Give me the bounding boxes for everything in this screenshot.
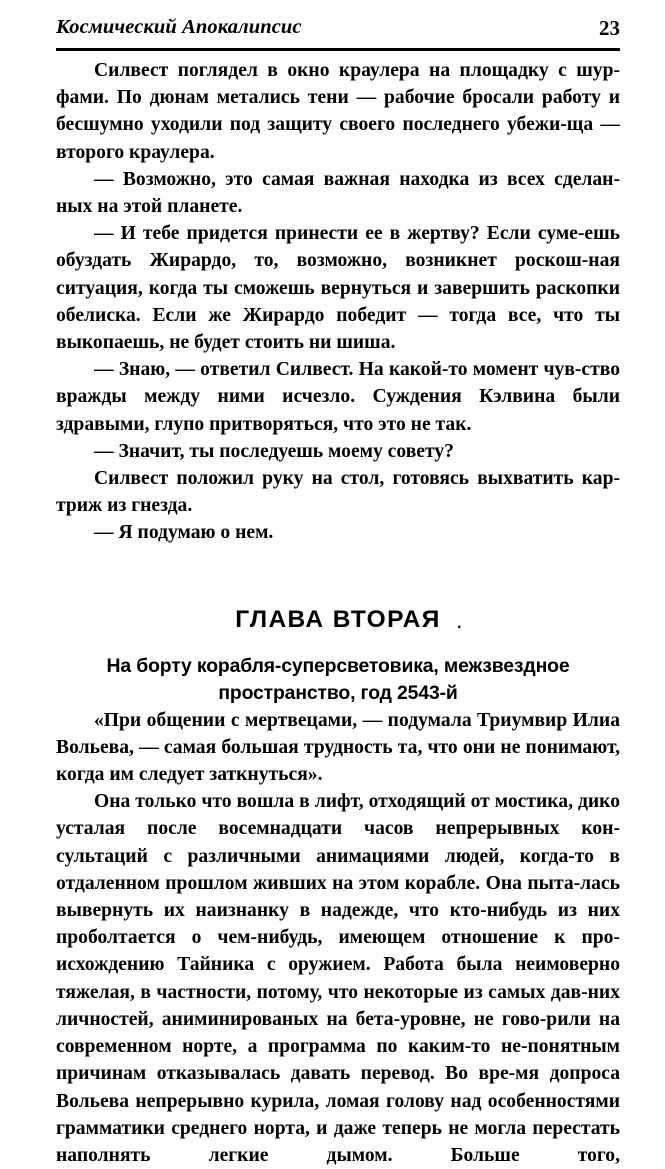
paragraph: Она только что вошла в лифт, отходящий от мостика, дико усталая после восемнадцати часов непрерывных кон-сультаций с различными анимациями людей, когда-то в отдаленном прошлом живших на этом корабле. Она пыта-лась вывернуть их наизнанку в надежде, что кто-нибудь из них проболтается о чем-нибудь, имеющем отношение к про-исхождению Тайника с оружием. Работа была неимоверно тяжелая, в частности, потому, что некоторые из самых дав-них личностей, аниминированых на бета-уровне, не гово-рили на современном норте, а программа по каким-то не-понятным причинам отказывалась давать перевод. Во вре-мя допроса Вольева непрерывно курила, ломая голову над особенностями грамматики среднего норта, и даже теперь не могла перестать наполнять легкие дымом. Больше того,	[56, 791, 620, 1166]
paragraph: — Возможно, это самая важная находка из всех сделан-ных на этой планете.	[56, 168, 620, 218]
text-column	[56, 57, 620, 1169]
chapter-title	[235, 605, 463, 634]
paragraph: Силвест поглядел в окно краулера на площадку с шур-фами. По дюнам метались тени — рабочие бросали работу и бесшумно уходили под защиту своего последнего убежи-ща — второго краулера.	[56, 60, 620, 163]
paragraph: — И тебе придется принести ее в жертву? Если суме-ешь обуздать Жирардо, то, возможно, возникнет роскош-ная ситуация, когда ты сможешь вернуться и завершить раскопки обелиска. Если же Жирардо победит — тогда все, что ты выкопаешь, не будет стоить ни шиша.	[56, 223, 620, 354]
header-rule	[56, 48, 620, 51]
paragraph: — Знаю, — ответил Силвест. На какой-то момент чув-ство вражды между ними исчезло. Суждения Кэлвина были здравыми, глупо притворяться, что это не так.	[56, 359, 620, 435]
chapter-subtitle: На борту корабля-суперсветовика, межзвездное пространство, год 2543-й	[106, 654, 570, 704]
paragraph: — Я подумаю о нем.	[94, 522, 274, 544]
paragraph: «При общении с мертвецами, — подумала Триумвир Илиа Вольева, — самая большая трудность та, что они не понимают, когда им следует заткнуться».	[56, 709, 620, 786]
running-head-title: Космический Апокалипсис	[56, 16, 302, 38]
paragraph: — Значит, ты последуешь моему совету?	[94, 440, 454, 462]
chapter-title-text: ГЛАВА ВТОРАЯ	[235, 605, 441, 633]
running-head	[56, 16, 620, 50]
paragraph: Силвест положил руку на стол, готовясь выхватить кар-триж из гнезда.	[56, 468, 620, 517]
chapter-title-stray-mark: .	[456, 614, 463, 632]
chapter-heading-block	[56, 606, 620, 707]
page-number: 23	[599, 16, 620, 40]
